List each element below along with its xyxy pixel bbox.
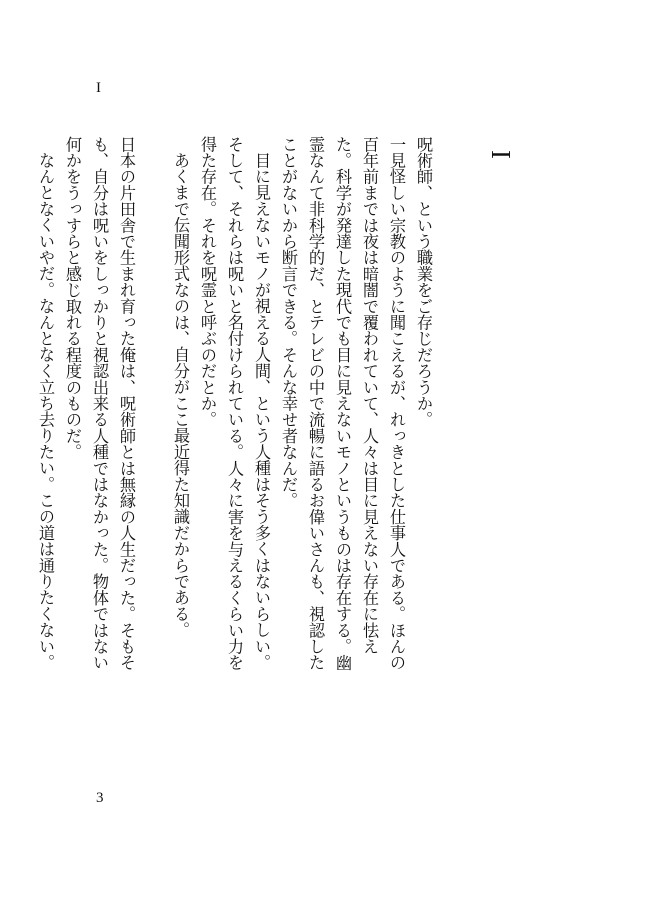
paragraph-blank-line [140,136,167,676]
paragraph: 一見怪しい宗教のように聞こえるが、れっきとした仕事人である。ほんの百年前までは夜は暗闇で覆われていて、人々は目に見えない存在に怯えた。科学が発達した現代でも目に見えないモノというものは存在する。幽霊なんて非科学的だ、とテレビの中で流暢に語るお偉いさんも、視認したことがないから断言できる。そんな幸せ者なんだ。 [279,136,406,671]
paragraph: 呪術師、という職業をご存じだろうか。 [414,136,433,428]
page-number: 3 [96,790,104,806]
paragraph: 目に見えないモノが視える人間、という人種はそう多くはないらしい。そして、それらは呪いと名付けられている。人々に害を与えるくらい力を得た存在。それを呪霊と呼ぶのだとか。 [198,136,271,671]
body-text [36,136,437,676]
paragraph: なんとなくいやだ。なんとなく立ち去りたい。この道は通りたくない。 [36,152,55,671]
paragraph: あくまで伝聞形式なのは、自分がここ最近得た知識だからである。 [171,152,190,639]
paragraph: 日本の片田舎で生まれ育った俺は、呪術師とは無縁の人生だった。そもそも、自分は呪いをしっかりと視認出来る人種ではなかった。物体ではない何かをうっすらと感じ取れる程度のものだ。 [63,136,136,671]
running-header: I [96,80,101,96]
chapter-title: I [486,150,516,159]
